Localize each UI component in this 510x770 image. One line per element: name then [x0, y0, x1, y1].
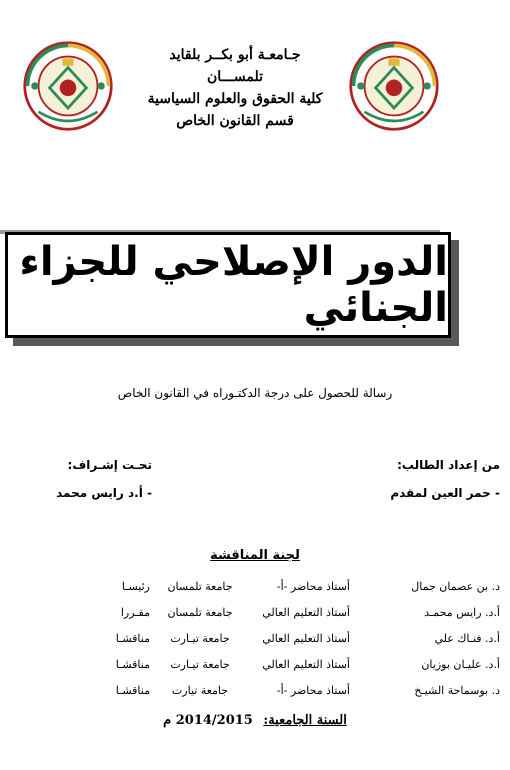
university-seal-logo-left: [22, 40, 114, 132]
university-seal-logo-right: [348, 40, 440, 132]
member-rank: أستاذ محاضر -أ-: [276, 683, 350, 697]
member-rank: أستاذ التعليم العالي: [262, 657, 350, 671]
member-name: أ.د. رايس محمـد: [424, 605, 500, 619]
member-rank: أستاذ محاضر -أ-: [276, 579, 350, 593]
department-name: قسم القانون الخاص: [176, 113, 294, 129]
committee-row: [62, 625, 500, 651]
academic-year: [0, 713, 510, 728]
academic-year-label: السنة الجامعية:: [263, 713, 347, 728]
committee-row: [62, 651, 500, 677]
member-university: جامعة تلمسان: [167, 579, 233, 593]
faculty-name: كلية الحقوق والعلوم السياسية: [147, 91, 323, 107]
title-frame: [5, 232, 451, 338]
committee-table: [62, 573, 500, 703]
member-university: جامعة تيـارت: [170, 657, 230, 671]
member-rank: أستاذ التعليم العالي: [262, 605, 350, 619]
member-name: د. بوسماحة الشيـخ: [414, 683, 500, 697]
member-role: رئيسـا: [121, 579, 150, 593]
committee-title: لجنة المناقشة: [210, 548, 300, 563]
member-role: مناقشـا: [115, 657, 150, 671]
member-role: مقـررا: [120, 605, 150, 619]
academic-year-value: 2014/2015 م: [163, 713, 253, 728]
university-name: جـامعـة أبو بكــر بلقايد: [169, 47, 301, 63]
committee-row: [62, 573, 500, 599]
thesis-title: الدور الإصلاحي للجزاء الجنائي: [19, 239, 448, 331]
member-rank: أستاذ التعليم العالي: [262, 631, 350, 645]
member-university: جامعة تيارت: [171, 683, 229, 697]
supervision-label: تحـت إشـراف:: [67, 458, 152, 472]
city-name: تلمســـان: [207, 69, 263, 85]
member-university: جامعة تيـارت: [170, 631, 230, 645]
member-role: مناقشـا: [115, 631, 150, 645]
institution-header: [120, 44, 350, 132]
committee-row: [62, 677, 500, 703]
student-name: - حمر العين لمقدم: [390, 486, 500, 500]
member-university: جامعة تلمسان: [167, 605, 233, 619]
prepared-by-label: من إعداد الطالب:: [397, 458, 500, 472]
committee-row: [62, 599, 500, 625]
member-name: د. بن عصمان جمال: [411, 579, 500, 593]
member-name: أ.د. عليـان بوزيان: [421, 657, 500, 671]
member-name: أ.د. فنـاك علي: [434, 631, 500, 645]
member-role: مناقشـا: [115, 683, 150, 697]
degree-subtitle: رسالة للحصول على درجة الدكتـوراه في القانون الخاص: [117, 386, 393, 400]
supervisor-name: - أ.د رايس محمد: [56, 486, 152, 500]
